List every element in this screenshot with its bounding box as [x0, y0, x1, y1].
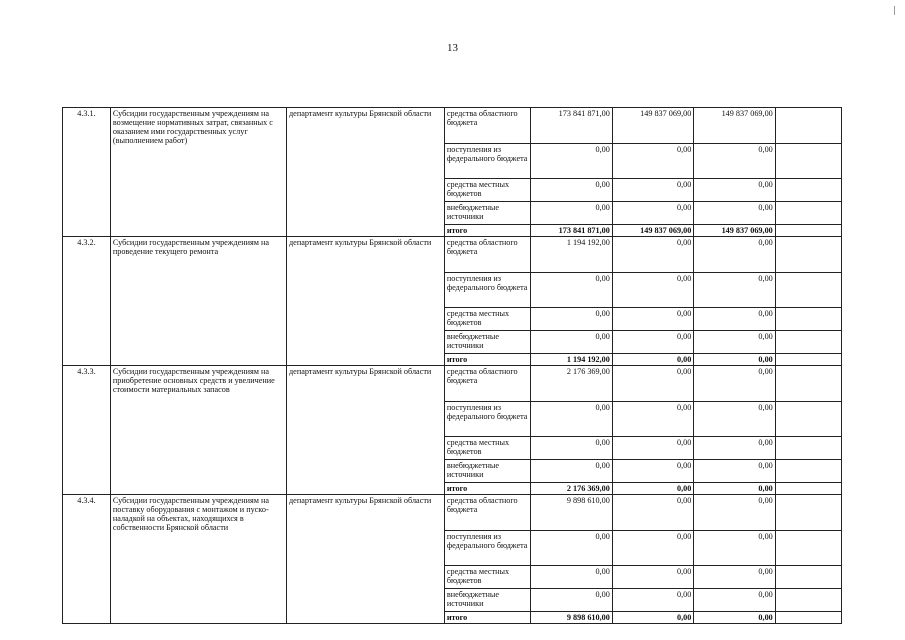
- amount-cell: 0,00: [612, 531, 693, 566]
- amount-cell: 0,00: [694, 495, 775, 531]
- amount-cell: 0,00: [612, 331, 693, 354]
- empty-cell: [775, 495, 841, 531]
- amount-cell: 0,00: [612, 366, 693, 402]
- table-row: [63, 366, 842, 402]
- empty-cell: [775, 531, 841, 566]
- amount-cell: 0,00: [694, 531, 775, 566]
- funding-source: итого: [444, 612, 531, 624]
- funding-source: средства областного бюджета: [444, 495, 531, 531]
- empty-cell: [775, 179, 841, 202]
- amount-cell: 173 841 871,00: [531, 108, 612, 144]
- amount-cell: 0,00: [612, 273, 693, 308]
- empty-cell: [775, 237, 841, 273]
- funding-source: средства местных бюджетов: [444, 566, 531, 589]
- scan-edge-mark: [894, 6, 895, 15]
- funding-source: средства местных бюджетов: [444, 437, 531, 460]
- amount-cell: 0,00: [694, 483, 775, 495]
- empty-cell: [775, 437, 841, 460]
- funding-source: итого: [444, 354, 531, 366]
- funding-source: внебюджетные источники: [444, 331, 531, 354]
- amount-cell: 149 837 069,00: [694, 108, 775, 144]
- amount-cell: 0,00: [612, 495, 693, 531]
- amount-cell: 0,00: [531, 531, 612, 566]
- amount-cell: 0,00: [694, 273, 775, 308]
- amount-cell: 0,00: [694, 237, 775, 273]
- amount-cell: 1 194 192,00: [531, 354, 612, 366]
- empty-cell: [775, 331, 841, 354]
- amount-cell: 0,00: [612, 202, 693, 225]
- funding-source: поступления из федерального бюджета: [444, 273, 531, 308]
- amount-cell: 0,00: [531, 273, 612, 308]
- amount-cell: 0,00: [694, 354, 775, 366]
- amount-cell: 0,00: [612, 308, 693, 331]
- amount-cell: 0,00: [694, 144, 775, 179]
- amount-cell: 0,00: [694, 366, 775, 402]
- amount-cell: 0,00: [694, 402, 775, 437]
- amount-cell: 149 837 069,00: [694, 225, 775, 237]
- amount-cell: 0,00: [694, 589, 775, 612]
- amount-cell: 0,00: [531, 308, 612, 331]
- empty-cell: [775, 483, 841, 495]
- amount-cell: 9 898 610,00: [531, 612, 612, 624]
- amount-cell: 2 176 369,00: [531, 483, 612, 495]
- amount-cell: 0,00: [531, 589, 612, 612]
- amount-cell: 0,00: [531, 202, 612, 225]
- amount-cell: 149 837 069,00: [612, 108, 693, 144]
- amount-cell: 0,00: [694, 202, 775, 225]
- amount-cell: 0,00: [694, 566, 775, 589]
- empty-cell: [775, 566, 841, 589]
- funding-source: поступления из федерального бюджета: [444, 144, 531, 179]
- item-number: 4.3.3.: [63, 366, 111, 495]
- item-executor: департамент культуры Брянской области: [287, 237, 445, 366]
- amount-cell: 0,00: [694, 308, 775, 331]
- funding-source: средства местных бюджетов: [444, 179, 531, 202]
- amount-cell: 173 841 871,00: [531, 225, 612, 237]
- empty-cell: [775, 366, 841, 402]
- amount-cell: 0,00: [694, 179, 775, 202]
- amount-cell: 149 837 069,00: [612, 225, 693, 237]
- amount-cell: 0,00: [612, 437, 693, 460]
- item-executor: департамент культуры Брянской области: [287, 366, 445, 495]
- item-name: Субсидии государственным учреждениям на возмещение нормативных затрат, связанных с оказанием ими государственных услуг (выполнением работ): [110, 108, 286, 237]
- amount-cell: 0,00: [612, 354, 693, 366]
- amount-cell: 0,00: [694, 437, 775, 460]
- amount-cell: 0,00: [612, 179, 693, 202]
- amount-cell: 0,00: [531, 460, 612, 483]
- amount-cell: 0,00: [612, 483, 693, 495]
- empty-cell: [775, 225, 841, 237]
- funding-source: средства областного бюджета: [444, 108, 531, 144]
- funding-source: средства областного бюджета: [444, 366, 531, 402]
- amount-cell: 0,00: [531, 566, 612, 589]
- item-executor: департамент культуры Брянской области: [287, 108, 445, 237]
- empty-cell: [775, 402, 841, 437]
- funding-source: средства областного бюджета: [444, 237, 531, 273]
- amount-cell: 0,00: [531, 437, 612, 460]
- funding-source: средства местных бюджетов: [444, 308, 531, 331]
- table-row: [63, 237, 842, 273]
- amount-cell: 0,00: [612, 589, 693, 612]
- empty-cell: [775, 612, 841, 624]
- empty-cell: [775, 108, 841, 144]
- amount-cell: 9 898 610,00: [531, 495, 612, 531]
- funding-source: внебюджетные источники: [444, 202, 531, 225]
- table-row: [63, 108, 842, 144]
- funding-source: поступления из федерального бюджета: [444, 531, 531, 566]
- amount-cell: 1 194 192,00: [531, 237, 612, 273]
- amount-cell: 0,00: [612, 460, 693, 483]
- item-number: 4.3.4.: [63, 495, 111, 624]
- empty-cell: [775, 589, 841, 612]
- amount-cell: 2 176 369,00: [531, 366, 612, 402]
- budget-table: [62, 107, 842, 624]
- item-number: 4.3.1.: [63, 108, 111, 237]
- item-executor: департамент культуры Брянской области: [287, 495, 445, 624]
- item-name: Субсидии государственным учреждениям на приобретение основных средств и увеличение стоимости материальных запасов: [110, 366, 286, 495]
- empty-cell: [775, 273, 841, 308]
- empty-cell: [775, 354, 841, 366]
- funding-source: внебюджетные источники: [444, 460, 531, 483]
- empty-cell: [775, 308, 841, 331]
- amount-cell: 0,00: [612, 612, 693, 624]
- amount-cell: 0,00: [612, 144, 693, 179]
- amount-cell: 0,00: [531, 402, 612, 437]
- amount-cell: 0,00: [694, 460, 775, 483]
- item-number: 4.3.2.: [63, 237, 111, 366]
- amount-cell: 0,00: [531, 179, 612, 202]
- empty-cell: [775, 144, 841, 179]
- empty-cell: [775, 202, 841, 225]
- item-name: Субсидии государственным учреждениям на проведение текущего ремонта: [110, 237, 286, 366]
- amount-cell: 0,00: [612, 566, 693, 589]
- funding-source: поступления из федерального бюджета: [444, 402, 531, 437]
- amount-cell: 0,00: [694, 331, 775, 354]
- funding-source: внебюджетные источники: [444, 589, 531, 612]
- empty-cell: [775, 460, 841, 483]
- table-row: [63, 495, 842, 531]
- amount-cell: 0,00: [531, 331, 612, 354]
- funding-source: итого: [444, 483, 531, 495]
- amount-cell: 0,00: [612, 237, 693, 273]
- amount-cell: 0,00: [531, 144, 612, 179]
- item-name: Субсидии государственным учреждениям на поставку оборудования с монтажом и пуско-наладкой на объектах, находящихся в собственности Брянской области: [110, 495, 286, 624]
- page-number: 13: [447, 42, 458, 54]
- amount-cell: 0,00: [694, 612, 775, 624]
- amount-cell: 0,00: [612, 402, 693, 437]
- funding-source: итого: [444, 225, 531, 237]
